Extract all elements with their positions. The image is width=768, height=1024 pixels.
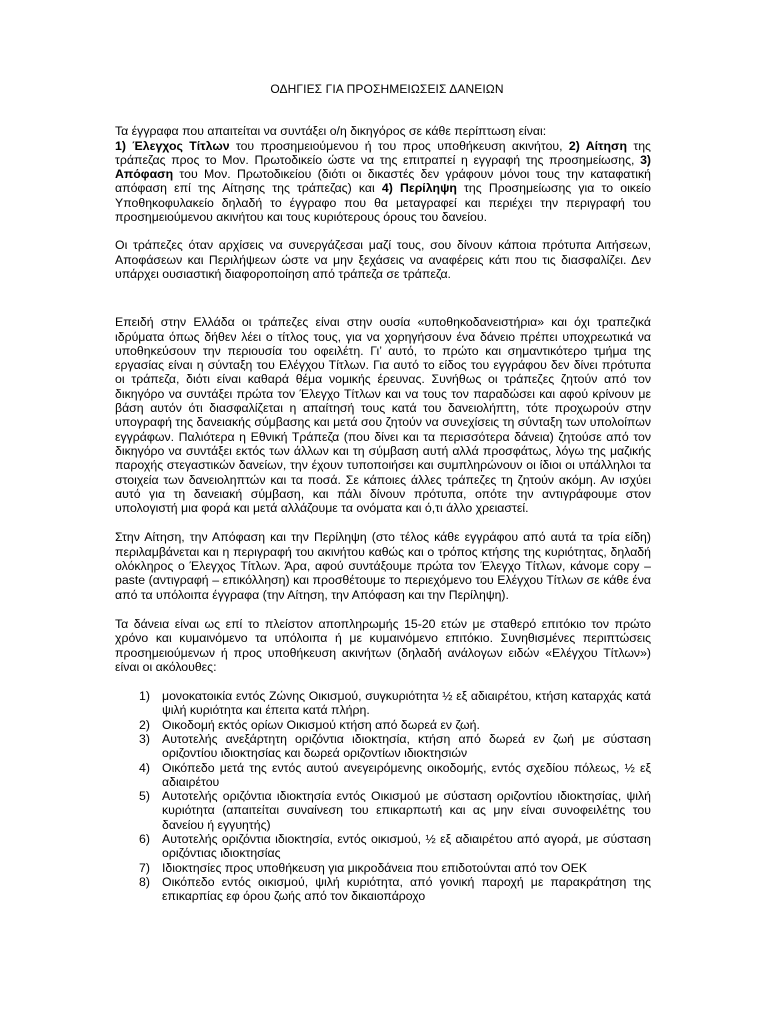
text-title-check: του προσημειούμενου ή του προς υποθήκευση ακινήτου, bbox=[229, 138, 569, 153]
list-item: 6) Αυτοτελής οριζόντια ιδιοκτησία, εντός οικισμού, ½ εξ αδιαιρέτου από αγορά, με σύσταση οριζόντιας ιδιοκτησίας bbox=[139, 832, 651, 861]
text-decision: του Μον. Πρωτοδικείου (διότι οι δικαστές δεν γράφουν μόνοι τους την καταφατική απόφαση επί της Αίτησης της τράπεζας) και bbox=[115, 167, 651, 196]
document-page bbox=[115, 82, 651, 904]
paragraph-required-documents bbox=[115, 124, 651, 224]
list-item: 3) Αυτοτελής ανεξάρτητη οριζόντια ιδιοκτησία, κτήση από δωρεά εν ζωή με σύσταση οριζοντίου ιδιοκτησίας και δωρεά οριζοντίων ιδιοκτησιών bbox=[139, 731, 651, 761]
paragraph-intro: Τα έγγραφα που απαιτείται να συντάξει ο/η δικηγόρος σε κάθε περίπτωση είναι: bbox=[115, 124, 547, 139]
list-item: 5) Αυτοτελής οριζόντια ιδιοκτησία εντός Οικισμού με σύσταση οριζοντίου ιδιοκτησίας, ψιλή κυριότητα (απαιτείται συναίνεση του επικαρπωτή και ας μην είναι συνοφειλέτης του δανείου ή εγγυητής) bbox=[139, 789, 651, 832]
list-item: 4) Οικόπεδο μετά της εντός αυτού ανεγειρόμενης οικοδομής, εντός σχεδίου πόλεως, ½ εξ αδιαιρέτου bbox=[139, 760, 651, 789]
list-item: 7) Ιδιοκτησίες προς υποθήκευση για μικροδάνεια που επιδοτούνται από τον ΟΕΚ bbox=[139, 860, 588, 875]
text-application: της τράπεζας προς το Μον. Πρωτοδικείο ώστε να της επιτραπεί η εγγραφή της προσημείωσης, bbox=[115, 138, 651, 167]
list-item: 1) μονοκατοικία εντός Ζώνης Οικισμού, συγκυριότητα ½ εξ αδιαιρέτου, κτήση καταρχάς κατά ψιλή κυριότητα και έπειτα κατά πλήρη. bbox=[139, 689, 651, 718]
label-application: 2) Αίτηση bbox=[568, 138, 627, 153]
list-item: 8) Οικόπεδο εντός οικισμού, ψιλή κυριότητα, από γονική παροχή με παρακράτηση της επικαρπίας εφ όρου ζωής από τον δικαιοπάροχο bbox=[139, 874, 651, 904]
document-title: ΟΔΗΓΙΕΣ ΓΙΑ ΠΡΟΣΗΜΕΙΩΣΕΙΣ ΔΑΝΕΙΩΝ bbox=[270, 82, 504, 96]
paragraph-title-check-importance: Επειδή στην Ελλάδα οι τράπεζες είναι στην ουσία «υποθηκοδανειστήρια» και όχι τραπεζικά ιδρύματα όπως δήθεν λέει ο τίτλος τους, για να χορηγήσουν ένα δάνειο πρέπει υποχρεωτικά να υποθηκεύσουν την περιουσία του οφειλέτη. Γι’ αυτό, το πρώτο και σημαντικότερο τμήμα της εργασίας είναι η σύνταξη του Ελέγχου Τίτλων. Για αυτό το είδος του εγγράφου δεν δίνει πρότυπα οι τράπεζα, διότι είναι καθαρά θέμα νομικής έρευνας. Συνήθως οι τράπεζες ζητούν από τον δικηγόρο να συντάξει πρώτα τον Έλεγχο Τίτλων και να τους τον παραδώσει και αφού κρίνουν με βάση αυτόν ότι διασφαλίζεται η απαίτησή τους κατά του δανειολήπτη, τότε προχωρούν στην υπογραφή της δανειακής σύμβασης και μετά σου ζητούν να συνεχίσεις τη σύνταξη των υπολοίπων εγγράφων. Παλιότερα η Εθνική Τράπεζα (που δίνει και τα περισσότερα δάνεια) ζητούσε από τον δικηγόρο να συντάξει εκτός των άλλων και τη σύμβαση αυτή αλλά προσφάτως, λόγω της μαζικής παροχής στεγαστικών δανείων, την έχουν τυποποιήσει και συμπληρώνουν οι ίδιοι οι υπάλληλοι τα στοιχεία των δανειοληπτών και τα ποσά. Σε κάποιες άλλες τράπεζες τη ζητούν ακόμη. Αν ισχύει αυτό για τη δανειακή σύμβαση, και πάλι δίνουν πρότυπα, οπότε την αντιγράφουμε στον υπολογιστή μια φορά και μετά αλλάζουμε τα ονόματα και ό,τι άλλο χρειαστεί. bbox=[115, 315, 651, 516]
paragraph-bank-templates: Οι τράπεζες όταν αρχίσεις να συνεργάζεσαι μαζί τους, σου δίνουν κάποια πρότυπα Αιτήσεων, Αποφάσεων και Περιλήψεων ώστε να μην ξεχάσεις να αναφέρεις κάτι που τις διασφαλίζει. Δεν υπάρχει ουσιαστική διαφοροποίηση από τράπεζα σε τράπεζα. bbox=[115, 238, 651, 281]
property-cases-list bbox=[115, 689, 651, 903]
text-summary: της Προσημείωσης για το οικείο Υποθηκοφυλακείο δηλαδή το έγγραφο που θα μεταγραφεί και περιέχει την περιγραφή του προσημειούμενου ακινήτου και τους κυριότερους όρους του δανείου. bbox=[115, 181, 652, 225]
paragraph-loan-types: Τα δάνεια είναι ως επί το πλείστον αποπληρωμής 15-20 ετών με σταθερό επιτόκιο τον πρώτο χρόνο και κυμαινόμενο τα υπόλοιπα ή με κυμαινόμενο επιτόκιο. Συνηθισμένες περιπτώσεις προσημειούμενων ή προς υποθήκευση ακινήτων (δηλαδή ανάλογων ειδών «Ελέγχου Τίτλων») είναι οι ακόλουθες: bbox=[115, 616, 651, 674]
paragraph-copy-paste: Στην Αίτηση, την Απόφαση και την Περίληψη (στο τέλος κάθε εγγράφου από αυτά τα τρία είδη) περιλαμβάνεται και η περιγραφή του ακινήτου καθώς και ο τρόπος κτήσης της κυριότητας, δηλαδή ολόκληρος ο Έλεγχος Τίτλων. Άρα, αφού συντάξουμε πρώτα τον Έλεγχο Τίτλων, κάνομε copy – paste (αντιγραφή – επικόλληση) και προσθέτουμε το περιεχόμενο του Ελέγχου Τίτλων σε κάθε ένα από τα υπόλοιπα έγγραφα (την Αίτηση, την Απόφαση και την Περίληψη). bbox=[115, 530, 651, 602]
label-summary: 4) Περίληψη bbox=[381, 181, 457, 196]
list-item: 2) Οικοδομή εκτός ορίων Οικισμού κτήση από δωρεά εν ζωή. bbox=[139, 717, 480, 732]
label-title-check: 1) Έλεγχος Τίτλων bbox=[115, 138, 230, 153]
label-decision: 3) Απόφαση bbox=[115, 152, 651, 182]
